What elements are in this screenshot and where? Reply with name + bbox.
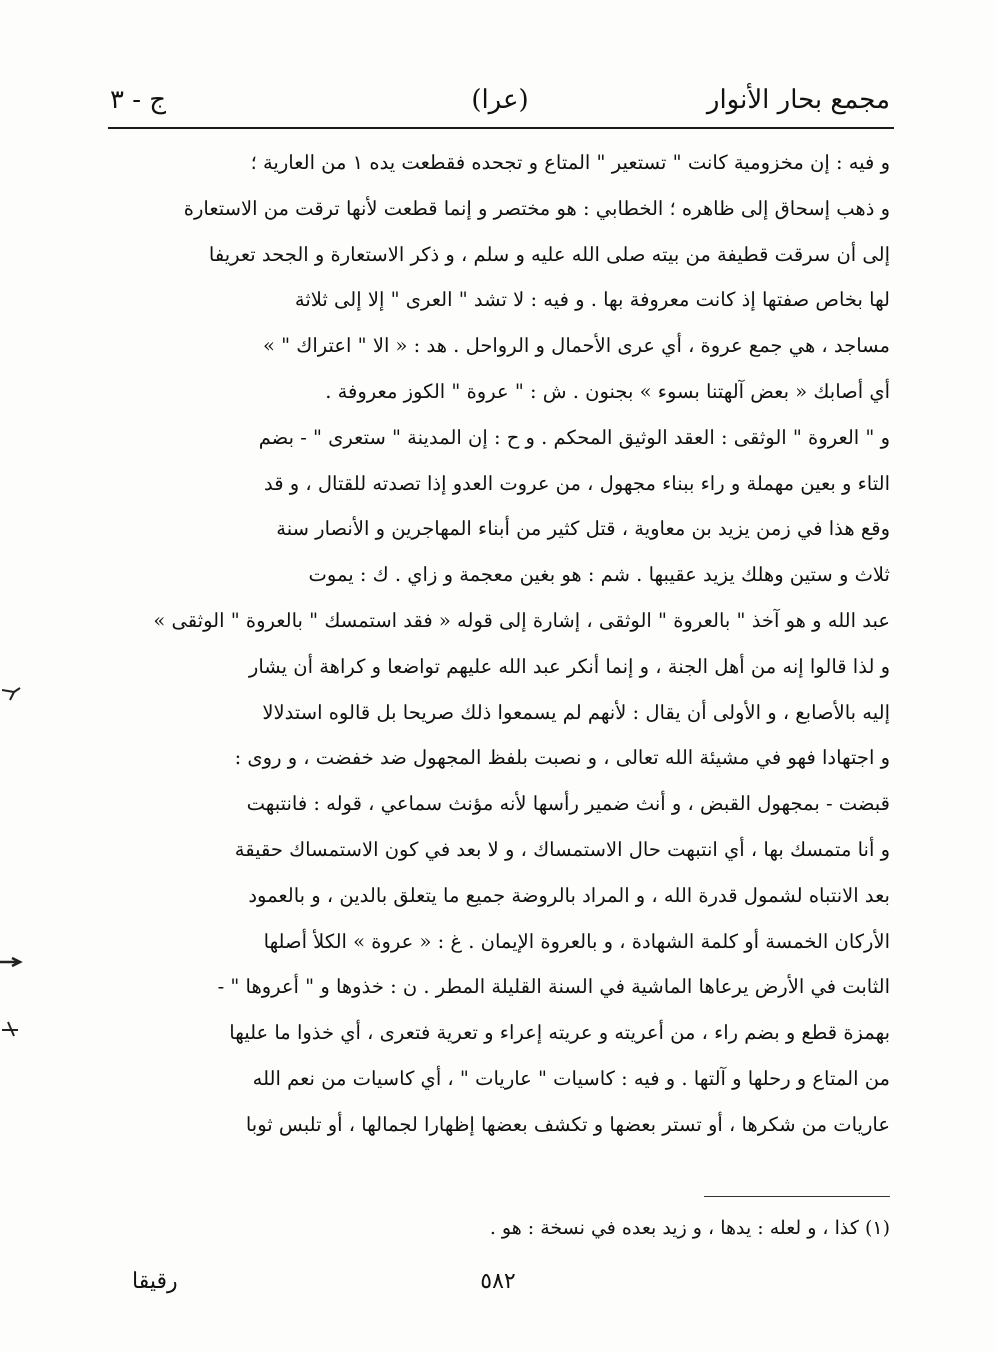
book-title: مجمع بحار الأنوار: [706, 85, 890, 115]
text-line: ثلاث و ستين وهلك يزيد عقيبها . شم : هو بغين معجمة و زاي . ك : يموت: [308, 563, 890, 587]
header-rule: [108, 127, 894, 129]
text-line: و اجتهادا فهو في مشيئة الله تعالى ، و نصبت بلفظ المجهول ضد خفضت ، و روى :: [234, 746, 890, 770]
text-line: إليه بالأصابع ، و الأولى أن يقال : لأنهم لم يسمعوا ذلك صريحا بل قالوه استدلالا: [262, 700, 890, 724]
text-line: الأركان الخمسة أو كلمة الشهادة ، و بالعروة الإيمان . غ : « عروة » الكلأ أصلها: [263, 929, 890, 953]
text-line: مساجد ، هي جمع عروة ، أي عرى الأحمال و الرواحل . هد : « الا " اعتراك " »: [262, 334, 890, 358]
text-line: بعد الانتباه لشمول قدرة الله ، و المراد بالروضة جميع ما يتعلق بالدين ، و بالعمود: [248, 883, 890, 907]
running-header: [110, 78, 890, 124]
entry-word: (عرا): [471, 85, 529, 115]
catchword: رقيقا: [132, 1269, 178, 1294]
text-line: من المتاع و رحلها و آلتها . و فيه : كاسيات " عاريات " ، أي كاسيات من نعم الله: [252, 1066, 890, 1090]
text-line: وقع هذا في زمن يزيد بن معاوية ، قتل كثير من أبناء المهاجرين و الأنصار سنة: [276, 517, 890, 541]
body-text: [118, 140, 890, 1148]
text-line: و " العروة " الوثقى : العقد الوثيق المحكم . و ح : إن المدينة " ستعرى " - بضم: [258, 425, 890, 449]
volume-number: ج - ٣: [110, 85, 167, 115]
text-line: التاء و بعين مهملة و راء ببناء مجهول ، من عروت العدو إذا تصدته للقتال ، و قد: [264, 471, 890, 495]
text-line: عاريات من شكرها ، أو تستر بعضها و تكشف بعضها إظهارا لجمالها ، أو تلبس ثوبا: [245, 1112, 890, 1136]
text-line: و فيه : إن مخزومية كانت " تستعير " المتاع و تجحده فقطعت يده ١ من العارية ؛: [250, 151, 890, 174]
text-line: أي أصابك « بعض آلهتنا بسوء » بجنون . ش : " عروة " الكوز معروفة .: [325, 379, 890, 403]
footnote: (١) كذا ، و لعله : يدها ، و زيد بعده في نسخة : هو .: [489, 1217, 890, 1239]
text-line: بهمزة قطع و بضم راء ، من أعريته و عريته إعراء و تعرية فتعرى ، أي خذوا ما عليها: [229, 1021, 890, 1045]
text-line: لها بخاص صفتها إذ كانت معروفة بها . و فيه : لا تشد " العرى " إلا إلى ثلاثة: [294, 288, 890, 312]
margin-mark-icon: [0, 1016, 24, 1040]
text-line: الثابت في الأرض يرعاها الماشية في السنة القليلة المطر . ن : خذوها و " أعروها " -: [217, 975, 890, 999]
page-number: ٥٨٢: [480, 1269, 516, 1294]
text-line: و ذهب إسحاق إلى ظاهره ؛ الخطابي : هو مختصر و إنما قطعت لأنها ترقت من الاستعارة: [183, 196, 890, 220]
text-line: و أنا متمسك بها ، أي انتبهت حال الاستمساك ، و لا بعد في كون الاستمساك حقيقة: [234, 837, 890, 861]
margin-mark-icon: [0, 950, 24, 974]
footnote-rule: [704, 1196, 890, 1197]
margin-mark-icon: [0, 680, 24, 704]
text-line: عبد الله و هو آخذ " بالعروة " الوثقى ، إشارة إلى قوله « فقد استمسك " بالعروة " الوثقى »: [153, 608, 890, 632]
text-line: و لذا قالوا إنه من أهل الجنة ، و إنما أنكر عبد الله عليهم تواضعا و كراهة أن يشار: [248, 654, 890, 678]
text-line: قبضت - بمجهول القبض ، و أنث ضمير رأسها لأنه مؤنث سماعي ، قوله : فانتبهت: [246, 792, 890, 816]
text-line: إلى أن سرقت قطيفة من بيته صلى الله عليه و سلم ، و ذكر الاستعارة و الجحد تعريفا: [208, 242, 890, 266]
